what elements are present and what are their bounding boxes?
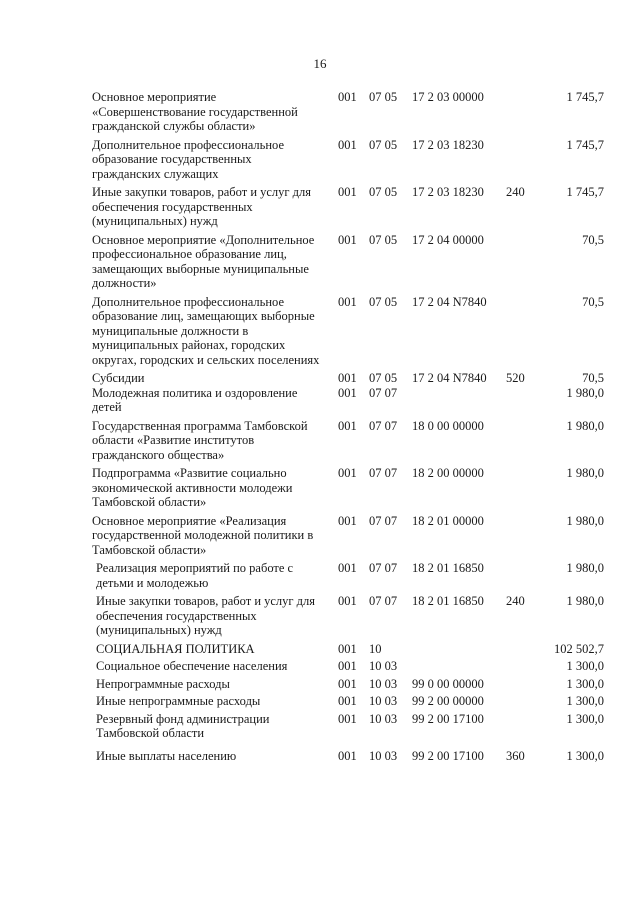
section-code: 07 05 bbox=[369, 371, 398, 385]
table-row bbox=[92, 233, 612, 291]
expense-type-code: 360 bbox=[506, 748, 525, 763]
amount: 1 980,0 bbox=[566, 561, 604, 575]
ministry-code: 001 bbox=[338, 561, 357, 575]
ministry-code: 001 bbox=[338, 694, 357, 708]
section-code: 07 05 bbox=[369, 294, 398, 309]
ministry-code: 001 bbox=[338, 418, 357, 433]
row-name: Резервный фонд администрации Тамбовской области bbox=[96, 711, 270, 740]
row-name: Молодежная политика и оздоровление детей bbox=[92, 385, 298, 414]
row-name: Подпрограмма «Развитие социально экономической активности молодежи Тамбовской области» bbox=[92, 466, 293, 509]
section-code: 07 05 bbox=[369, 232, 398, 247]
table-row bbox=[92, 677, 612, 692]
amount: 70,5 bbox=[582, 371, 604, 385]
section-code: 10 bbox=[369, 641, 382, 656]
amount: 1 980,0 bbox=[566, 594, 604, 608]
section-code: 07 07 bbox=[369, 466, 398, 480]
target-code: 18 2 01 00000 bbox=[412, 513, 484, 528]
table-row bbox=[92, 419, 612, 463]
amount: 1 745,7 bbox=[566, 185, 604, 199]
amount: 1 300,0 bbox=[566, 694, 604, 708]
target-code: 99 2 00 00000 bbox=[412, 694, 484, 708]
table-row bbox=[92, 659, 612, 674]
row-name: Реализация мероприятий по работе с детьми и молодежью bbox=[96, 561, 294, 590]
ministry-code: 001 bbox=[338, 185, 357, 199]
ministry-code: 001 bbox=[338, 232, 357, 247]
ministry-code: 001 bbox=[338, 748, 357, 763]
ministry-code: 001 bbox=[338, 137, 357, 152]
section-code: 10 03 bbox=[369, 659, 398, 673]
section-code: 07 05 bbox=[369, 137, 398, 152]
target-code: 99 2 00 17100 bbox=[412, 711, 484, 726]
ministry-code: 001 bbox=[338, 371, 357, 385]
target-code: 99 2 00 17100 bbox=[412, 748, 484, 763]
target-code: 17 2 04 N7840 bbox=[412, 371, 487, 385]
expense-type-code: 520 bbox=[506, 371, 525, 385]
section-code: 07 07 bbox=[369, 513, 398, 528]
amount: 1 300,0 bbox=[566, 676, 604, 691]
target-code: 99 0 00 00000 bbox=[412, 676, 484, 691]
target-code: 17 2 04 N7840 bbox=[412, 294, 487, 309]
table-row bbox=[92, 594, 612, 638]
section-code: 07 07 bbox=[369, 418, 398, 433]
row-name: Основное мероприятие «Совершенствование государственной гражданской службы области» bbox=[92, 90, 298, 133]
table-row bbox=[92, 295, 612, 368]
amount: 70,5 bbox=[582, 294, 604, 309]
target-code: 18 2 00 00000 bbox=[412, 466, 484, 480]
row-name: Дополнительное профессиональное образование лиц, замещающих выборные муниципальные должности в муниципальных районах, городских округах, городских и сельских поселениях bbox=[92, 294, 320, 367]
section-code: 07 05 bbox=[369, 90, 398, 104]
section-code: 10 03 bbox=[369, 748, 398, 763]
table-row bbox=[92, 514, 612, 558]
ministry-code: 001 bbox=[338, 466, 357, 480]
ministry-code: 001 bbox=[338, 641, 357, 656]
page-number: 16 bbox=[313, 56, 327, 71]
amount: 1 980,0 bbox=[566, 385, 604, 400]
table-row bbox=[92, 749, 612, 764]
row-name: Иные выплаты населению bbox=[96, 748, 237, 763]
ministry-code: 001 bbox=[338, 90, 357, 104]
amount: 1 745,7 bbox=[566, 90, 604, 104]
expense-type-code: 240 bbox=[506, 185, 525, 199]
section-code: 07 07 bbox=[369, 385, 398, 400]
amount: 1 980,0 bbox=[566, 513, 604, 528]
amount: 1 745,7 bbox=[566, 137, 604, 152]
amount: 102 502,7 bbox=[554, 641, 604, 656]
row-name: Непрограммные расходы bbox=[96, 676, 230, 691]
amount: 1 300,0 bbox=[566, 748, 604, 763]
amount: 1 300,0 bbox=[566, 711, 604, 726]
row-name: Иные закупки товаров, работ и услуг для обеспечения государственных (муниципальных) нужд bbox=[92, 185, 312, 228]
target-code: 17 2 04 00000 bbox=[412, 232, 484, 247]
section-code: 10 03 bbox=[369, 711, 398, 726]
row-name: Социальное обеспечение населения bbox=[96, 659, 288, 673]
table-row bbox=[92, 642, 612, 657]
target-code: 18 0 00 00000 bbox=[412, 418, 484, 433]
ministry-code: 001 bbox=[338, 711, 357, 726]
row-name: СОЦИАЛЬНАЯ ПОЛИТИКА bbox=[96, 641, 255, 656]
section-code: 10 03 bbox=[369, 694, 398, 708]
budget-table bbox=[92, 90, 612, 763]
target-code: 18 2 01 16850 bbox=[412, 561, 484, 575]
ministry-code: 001 bbox=[338, 385, 357, 400]
expense-type-code: 240 bbox=[506, 594, 525, 608]
section-code: 07 05 bbox=[369, 185, 398, 199]
ministry-code: 001 bbox=[338, 594, 357, 608]
target-code: 18 2 01 16850 bbox=[412, 594, 484, 608]
ministry-code: 001 bbox=[338, 676, 357, 691]
target-code: 17 2 03 00000 bbox=[412, 90, 484, 104]
amount: 1 980,0 bbox=[566, 466, 604, 480]
amount: 70,5 bbox=[582, 232, 604, 247]
row-name: Иные закупки товаров, работ и услуг для обеспечения государственных (муниципальных) нужд bbox=[96, 594, 316, 637]
row-name: Дополнительное профессиональное образование государственных гражданских служащих bbox=[92, 137, 284, 181]
ministry-code: 001 bbox=[338, 294, 357, 309]
table-row bbox=[92, 185, 612, 229]
row-name: Основное мероприятие «Реализация государственной молодежной политики в Тамбовской области» bbox=[92, 513, 314, 557]
target-code: 17 2 03 18230 bbox=[412, 137, 484, 152]
table-row bbox=[92, 561, 612, 590]
table-row bbox=[92, 90, 612, 134]
section-code: 10 03 bbox=[369, 676, 398, 691]
target-code: 17 2 03 18230 bbox=[412, 185, 484, 199]
amount: 1 980,0 bbox=[566, 418, 604, 433]
row-name: Государственная программа Тамбовской области «Развитие институтов гражданского общества» bbox=[92, 418, 308, 462]
amount: 1 300,0 bbox=[566, 659, 604, 673]
ministry-code: 001 bbox=[338, 659, 357, 673]
row-name: Иные непрограммные расходы bbox=[96, 694, 261, 708]
table-row bbox=[92, 371, 612, 386]
table-row bbox=[92, 466, 612, 510]
row-name: Основное мероприятие «Дополнительное профессиональное образование лиц, замещающих выборные муниципальные должности» bbox=[92, 232, 315, 290]
table-row bbox=[92, 386, 612, 415]
section-code: 07 07 bbox=[369, 594, 398, 608]
ministry-code: 001 bbox=[338, 513, 357, 528]
table-row bbox=[92, 138, 612, 182]
table-row bbox=[92, 712, 612, 741]
row-name: Субсидии bbox=[92, 371, 145, 385]
section-code: 07 07 bbox=[369, 561, 398, 575]
table-row bbox=[92, 694, 612, 709]
